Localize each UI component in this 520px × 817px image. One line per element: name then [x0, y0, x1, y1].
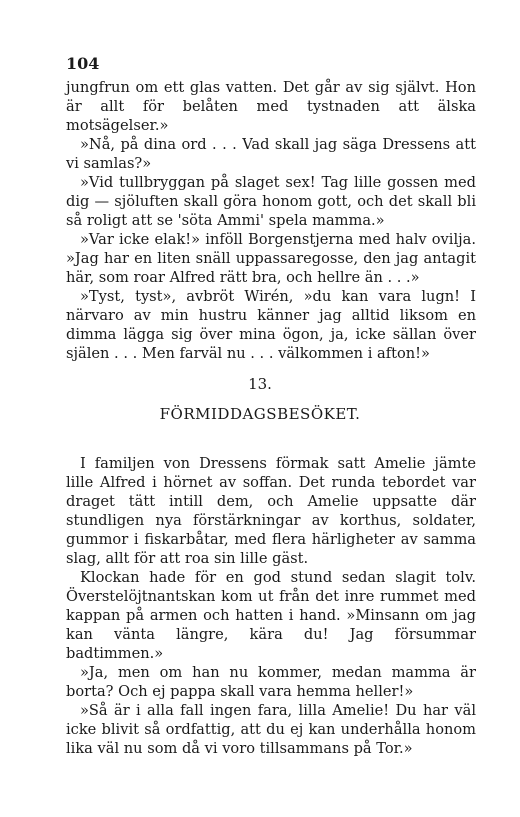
paragraph: »Vid tullbryggan på slaget sex! Tag lille gossen med dig — sjöluften skall göra honom gott, och det skall bli så roligt att se 'söta Ammi' spela mamma.»: [66, 174, 476, 229]
paragraph: »Nå, på dina ord . . . Vad skall jag säga Dressens att vi samlas?»: [66, 136, 476, 172]
page-number: 104: [66, 54, 100, 73]
paragraph: »Så är i alla fall ingen fara, lilla Amelie! Du har väl icke blivit så ordfattig, att du ej kan underhålla honom lika väl nu som då vi voro tillsammans på Tor.»: [66, 702, 476, 757]
chapter-number: 13.: [248, 375, 272, 393]
paragraph: Klockan hade för en god stund sedan slagit tolv. Överstelöjtnantskan kom ut från det inre rummet med kappan på armen och hatten i hand. »Minsann om jag kan vänta längre, kära du! Jag försummar badtimmen.»: [66, 569, 476, 662]
paragraph: »Var icke elak!» inföll Borgenstjerna med halv ovilja. »Jag har en liten snäll uppassaregosse, den jag antagit här, som roar Alfred rätt bra, och hellre än . . .»: [66, 231, 476, 286]
bottom-text-block: [66, 454, 476, 758]
paragraph: »Ja, men om han nu kommer, medan mamma är borta? Och ej pappa skall vara hemma heller!»: [66, 664, 476, 700]
top-text-block: [66, 78, 476, 363]
paragraph: jungfrun om ett glas vatten. Det går av sig självt. Hon är allt för belåten med tystnaden att älska motsägelser.»: [66, 79, 476, 134]
paragraph: I familjen von Dressens förmak satt Amelie jämte lille Alfred i hörnet av soffan. Det runda tebordet var draget tätt intill dem, och Amelie uppsatte där stundligen nya förstärkningar av korthus, soldater, gummor i fiskarbåtar, med flera härligheter av samma slag, allt för att roa sin lille gäst.: [66, 455, 476, 567]
paragraph: »Tyst, tyst», avbröt Wirén, »du kan vara lugn! I närvaro av min hustru känner jag alltid liksom en dimma lägga sig över mina ögon, ja, icke sällan över själen . . . Men farväl nu . . . välkommen i afton!»: [66, 288, 476, 362]
chapter-title: FÖRMIDDAGSBESÖKET.: [159, 405, 361, 423]
